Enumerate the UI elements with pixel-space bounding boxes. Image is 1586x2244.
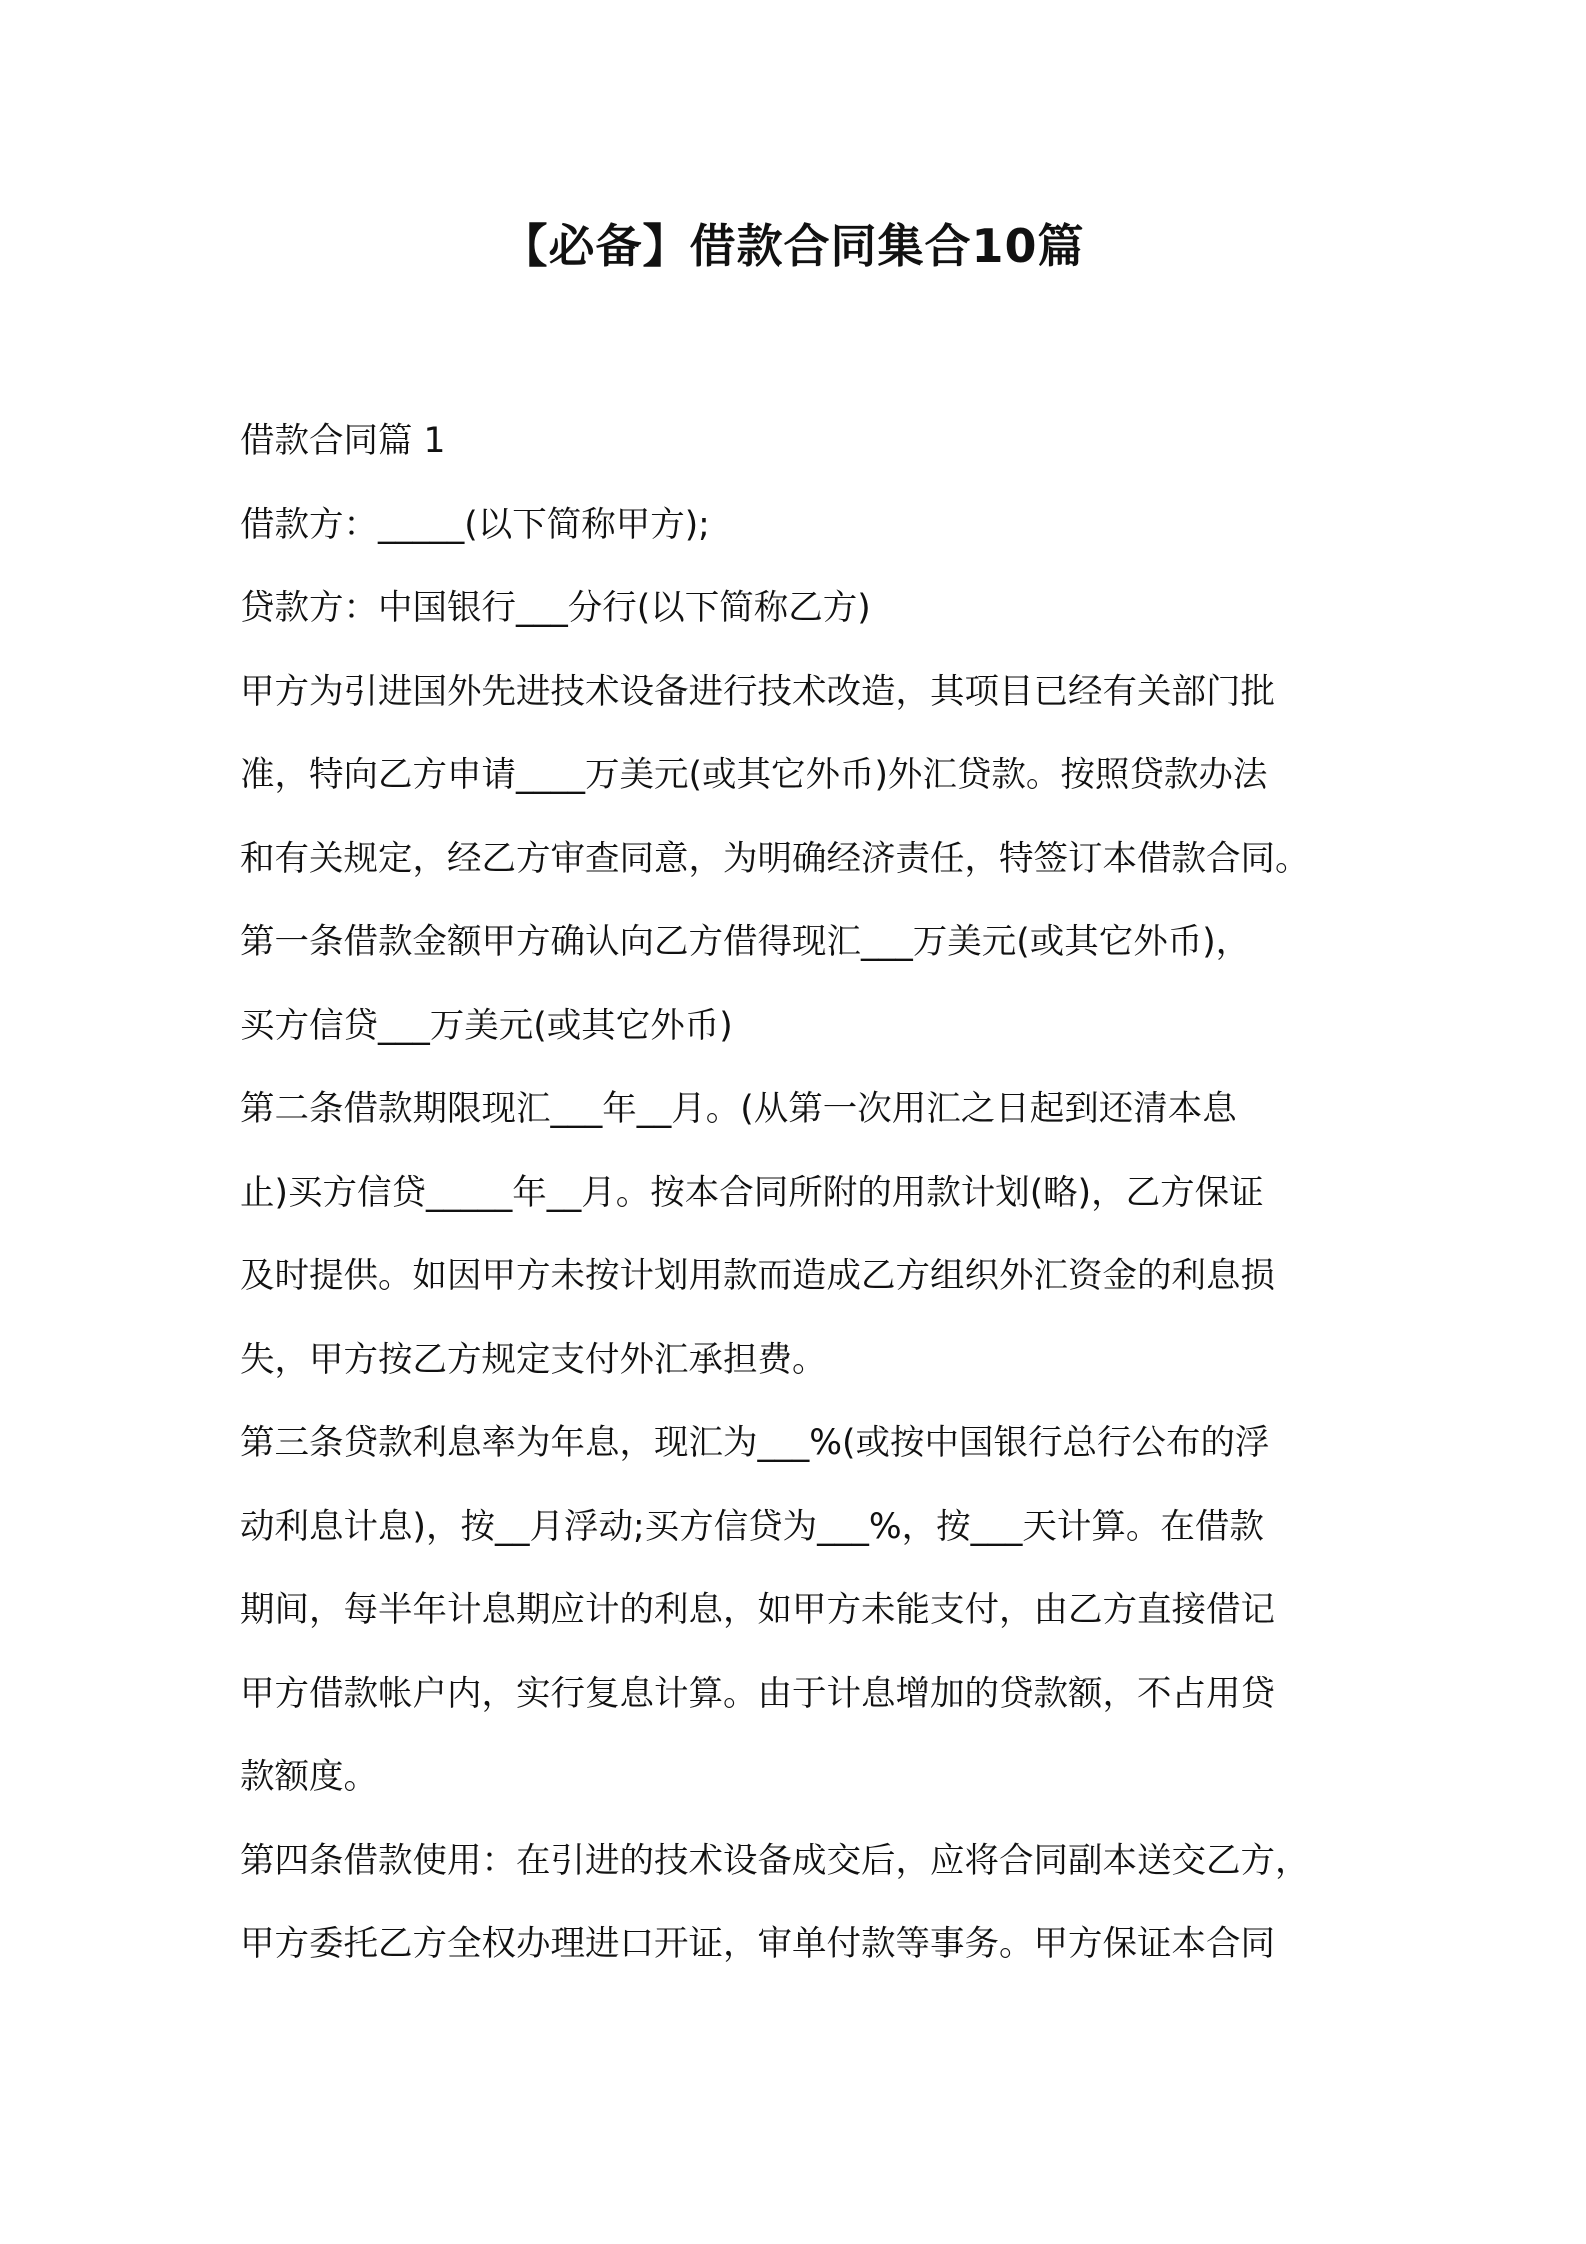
article-1-line: 买方信贷___万美元(或其它外币) bbox=[240, 1005, 733, 1046]
article-2-line: 止)买方信贷_____年__月。按本合同所附的用款计划(略)，乙方保证 bbox=[240, 1172, 1264, 1213]
article-3-line: 款额度。 bbox=[240, 1757, 378, 1797]
article-2-line: 第二条借款期限现汇___年__月。(从第一次用汇之日起到还清本息 bbox=[240, 1089, 1237, 1129]
article-4-line: 甲方委托乙方全权办理进口开证，审单付款等事务。甲方保证本合同 bbox=[240, 1924, 1275, 1964]
paragraph-line: 甲方为引进国外先进技术设备进行技术改造，其项目已经有关部门批 bbox=[240, 671, 1275, 712]
paragraph-line: 和有关规定，经乙方审查同意，为明确经济责任，特签订本借款合同。 bbox=[240, 838, 1310, 879]
borrower-line: 借款方：_____(以下简称甲方); bbox=[240, 504, 710, 545]
lender-line: 贷款方：中国银行___分行(以下简称乙方) bbox=[240, 588, 871, 628]
article-3-line: 甲方借款帐户内，实行复息计算。由于计息增加的贷款额，不占用贷 bbox=[240, 1673, 1275, 1714]
document-title: 【必备】借款合同集合10篇 bbox=[501, 219, 1085, 273]
article-2-line: 及时提供。如因甲方未按计划用款而造成乙方组织外汇资金的利息损 bbox=[240, 1256, 1275, 1296]
section-heading: 借款合同篇 1 bbox=[240, 421, 446, 461]
article-3-line: 动利息计息)，按__月浮动;买方信贷为___%，按___天计算。在借款 bbox=[240, 1506, 1264, 1547]
article-2-line: 失，甲方按乙方规定支付外汇承担费。 bbox=[240, 1339, 827, 1380]
article-3-line: 第三条贷款利息率为年息，现汇为___%(或按中国银行总行公布的浮 bbox=[240, 1423, 1270, 1463]
document-body bbox=[240, 400, 1360, 1987]
paragraph-line: 准，特向乙方申请____万美元(或其它外币)外汇贷款。按照贷款办法 bbox=[240, 755, 1268, 795]
article-1-line: 第一条借款金额甲方确认向乙方借得现汇___万美元(或其它外币)， bbox=[240, 922, 1251, 962]
article-4-line: 第四条借款使用：在引进的技术设备成交后，应将合同副本送交乙方， bbox=[240, 1840, 1310, 1881]
article-3-line: 期间，每半年计息期应计的利息，如甲方未能支付，由乙方直接借记 bbox=[240, 1590, 1275, 1630]
